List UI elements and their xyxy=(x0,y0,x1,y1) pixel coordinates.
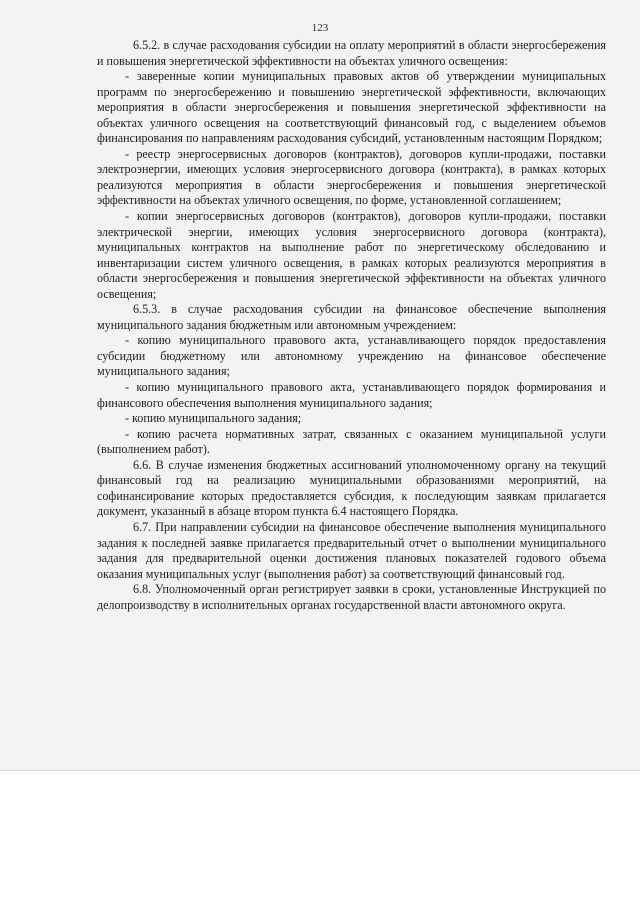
paragraph-6-5-2: 6.5.2. в случае расходования субсидии на оплату мероприятий в области энергосбережения и повышения энергетической эффективности на объектах уличного освещения: xyxy=(97,38,606,68)
document-body xyxy=(97,38,606,613)
list-item: - копию расчета нормативных затрат, связанных с оказанием муниципальной услуги (выполнением работ). xyxy=(97,426,606,457)
paragraph-6-6: 6.6. В случае изменения бюджетных ассигнований уполномоченному органу на текущий финансовый год на реализацию муниципальными образованиями мероприятий, на софинансирование которых предоставляется субсидия, к последующим заявкам прилагается документ, указанный в абзаце втором пункта 6.4 настоящего Порядка. xyxy=(97,457,606,519)
list-item: - копию муниципального правового акта, устанавливающего порядок формирования и финансового обеспечения выполнения муниципального задания; xyxy=(97,380,606,410)
list-item: - копию муниципального задания; xyxy=(125,411,302,426)
list-item: - копии энергосервисных договоров (контрактов), договоров купли-продажи, поставки электрической энергии, имеющих условия энергосервисного договора (контракта), муниципальных контрактов на выполнение работ по энергетическому обследованию и инвентаризации систем уличного освещения, в рамках которых реализуются мероприятия в области энергосбережения и повышения энергетической эффективности на объектах уличного освещения; xyxy=(97,209,606,301)
paragraph-6-7: 6.7. При направлении субсидии на финансовое обеспечение выполнения муниципального задания к последней заявке прилагается предварительный отчет о выполнении муниципального задания для предварительной оценки достижения плановых показателей годового объема оказания муниципальных услуг (выполнения работ) за соответствующий финансовый год. xyxy=(97,519,606,581)
list-item: - заверенные копии муниципальных правовых актов об утверждении муниципальных программ по энергосбережению и повышению энергетической эффективности, включающих мероприятия в области энергосбережения и повышения энергетической эффективности на объектах уличного освещения на соответствующий финансовый год, с выделением объемов финансирования по направлениям расходования субсидий, установленным настоящим Порядком; xyxy=(97,69,606,146)
page-number: 123 xyxy=(311,22,329,34)
list-item: - реестр энергосервисных договоров (контрактов), договоров купли-продажи, поставки электроэнергии, имеющих условия энергосервисного договора (контракта), в рамках которых реализуются мероприятия в области энергосбережения и повышения энергетической эффективности на объектах уличного освещения, по форме, установленной соглашением; xyxy=(97,146,606,208)
paragraph-6-5-3: 6.5.3. в случае расходования субсидии на финансовое обеспечение выполнения муниципального задания бюджетным или автономным учреждением: xyxy=(97,302,606,332)
paragraph-6-8: 6.8. Уполномоченный орган регистрирует заявки в сроки, установленные Инструкцией по делопроизводству в исполнительных органах государственной власти автономного округа. xyxy=(97,582,606,612)
list-item: - копию муниципального правового акта, устанавливающего порядок предоставления субсидии бюджетному или автономному учреждению на финансовое обеспечение муниципального задания; xyxy=(97,333,606,379)
